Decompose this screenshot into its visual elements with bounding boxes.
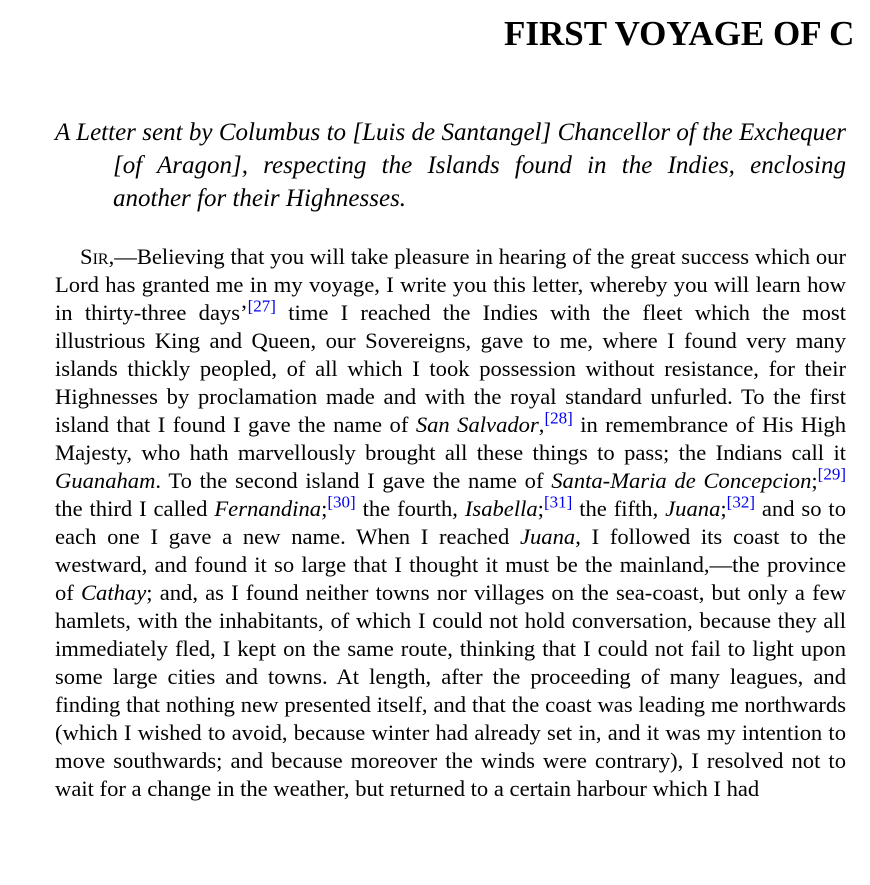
letter-body bbox=[55, 243, 846, 803]
footnote-link-29[interactable]: [29] bbox=[817, 464, 846, 484]
text-segment: time I reached the Indies with the fleet which the most illustrious King and Queen, our Sovereigns, gave to me, where I found very many islands thickly peopled, of all which I took possession without resistance, for their Highnesses by proclamation made and with the royal standard unfurled. To the first island that I found I gave the name of bbox=[55, 300, 846, 437]
footnote-link-30[interactable]: [30] bbox=[327, 492, 356, 512]
letter-subtitle: A Letter sent by Columbus to [Luis de Santangel] Chancellor of the Exchequer [of Aragon], respecting the Islands found in the Indies, enclosing another for their Highnesses. bbox=[55, 119, 846, 212]
text-segment: the fourth, bbox=[355, 496, 465, 521]
text-segment: ; and, as I found neither towns nor villages on the sea-coast, but only a few hamlets, with the inhabitants, of which I could not hold conversation, because they all immediately fled, I kept on the same route, thinking that I could not fail to light upon some large cities and towns. At length, after the proceeding of many leagues, and finding that nothing new presented itself, and that the coast was leading me northwards (which I wished to avoid, because winter had already set in, and it was my intention to move southwards; and because moreover the winds were contrary), I resolved not to wait for a change in the weather, but returned to a certain harbour which I had bbox=[55, 580, 846, 801]
punctuation: ; bbox=[811, 468, 818, 493]
punctuation: , bbox=[538, 412, 545, 437]
footnote-link-27[interactable]: [27] bbox=[247, 296, 276, 316]
page-title: FIRST VOYAGE OF C bbox=[504, 14, 855, 53]
punctuation: ; bbox=[720, 496, 727, 521]
place-name-juana: Juana bbox=[665, 496, 721, 521]
place-name-juana: Juana bbox=[519, 524, 576, 549]
salutation: Sir bbox=[80, 244, 109, 269]
text-segment: the fifth, bbox=[572, 496, 666, 521]
punctuation: ; bbox=[537, 496, 544, 521]
place-name-guanaham: Guanaham bbox=[55, 468, 156, 493]
punctuation: ; bbox=[321, 496, 328, 521]
footnote-link-28[interactable]: [28] bbox=[544, 408, 573, 428]
text-segment: in remembrance of His High Majesty, who hath marvellously brought all these things to pass; the Indians call it bbox=[55, 412, 847, 465]
place-name-fernandina: Fernandina bbox=[214, 496, 322, 521]
text-segment: ,—Believing that you will take pleasure in hearing of the great success which our Lord has granted me in my voyage, I write you this letter, whereby you will learn how in thirty-three days’ bbox=[55, 244, 846, 325]
place-name-cathay: Cathay bbox=[80, 580, 147, 605]
text-segment: , I followed its coast to the westward, and found it so large that I thought it must be the mainland,—the province of bbox=[55, 524, 846, 605]
place-name-isabella: Isabella bbox=[464, 496, 538, 521]
place-name-san-salvador: San Salvador bbox=[415, 412, 539, 437]
text-segment: and so to each one I gave a new name. When I reached bbox=[55, 496, 846, 549]
footnote-link-32[interactable]: [32] bbox=[726, 492, 755, 512]
footnote-link-31[interactable]: [31] bbox=[543, 492, 573, 512]
text-segment: the third I called bbox=[55, 496, 215, 521]
text-segment: . To the second island I gave the name of bbox=[155, 468, 552, 493]
place-name-santa-maria: Santa-Maria de Concepcion bbox=[551, 468, 812, 493]
